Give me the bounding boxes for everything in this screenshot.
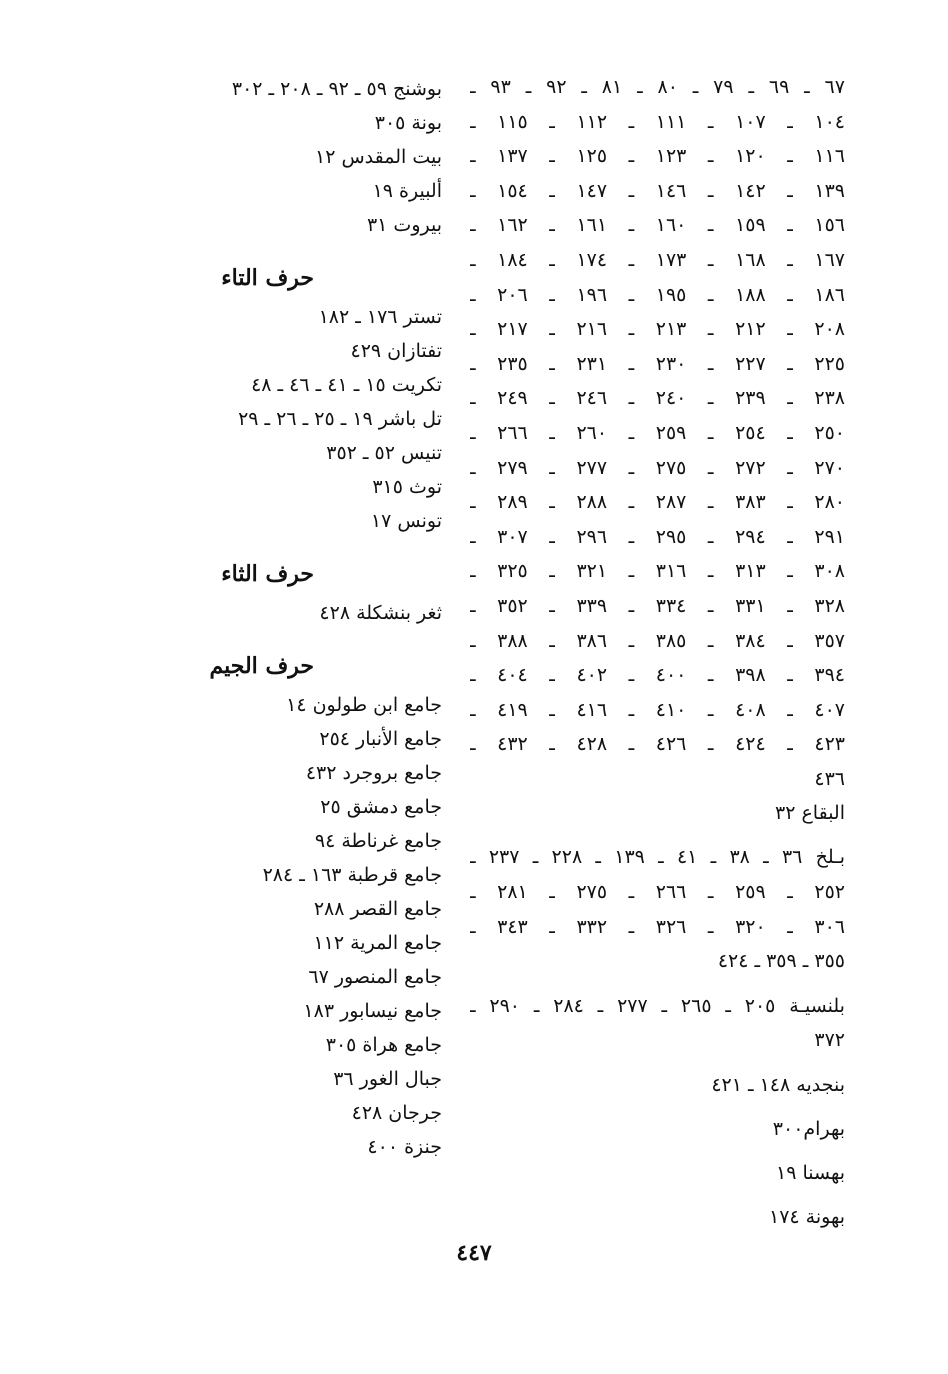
entry-line: ٣٧٢ xyxy=(814,1029,845,1052)
page-ref-line: ٣٠٨ ـ ٣١٣ ـ ٣١٦ ـ ٣٢١ ـ ٣٢٥ ـ xyxy=(470,560,845,583)
page-ref-line: ٢٥٠ ـ ٢٥٤ ـ ٢٥٩ ـ ٢٦٠ ـ ٢٦٦ ـ xyxy=(470,421,845,444)
entry-text: بهرام٣٠٠ xyxy=(772,1118,845,1141)
index-entry xyxy=(470,1200,845,1234)
page-ref-line: ٤٠٧ ـ ٤٠٨ ـ ٤١٠ ـ ٤١٦ ـ ٤١٩ ـ xyxy=(470,698,845,721)
entry-text: بهونة ١٧٤ xyxy=(768,1206,845,1229)
page-ref-line: ٢٨٠ ـ ٣٨٣ ـ ٢٨٧ ـ ٢٨٨ ـ ٢٨٩ ـ xyxy=(470,491,845,514)
index-entry: جامع المرية ١١٢ xyxy=(313,932,442,954)
entry-gap xyxy=(470,1102,845,1112)
page-number: ٤٤٧ xyxy=(456,1240,492,1266)
index-entry: جامع نيسابور ١٨٣ xyxy=(303,1000,442,1022)
page-ref-line: ٤٣٦ xyxy=(814,767,845,790)
right-column xyxy=(470,70,845,1234)
left-column xyxy=(160,72,442,1164)
page-ref-line: ١٦٧ ـ ١٦٨ ـ ١٧٣ ـ ١٧٤ ـ ١٨٤ ـ xyxy=(470,248,845,271)
index-entry: توث ٣١٥ xyxy=(372,476,442,498)
page-ref-line: ١٨٦ ـ ١٨٨ ـ ١٩٥ ـ ١٩٦ ـ ٢٠٦ ـ xyxy=(470,283,845,306)
page-ref-line: ٤٢٣ ـ ٤٢٤ ـ ٤٢٦ ـ ٤٢٨ ـ ٤٣٢ ـ xyxy=(470,733,845,756)
index-entry: ثغر بنشكلة ٤٢٨ xyxy=(319,602,442,624)
page-ref-line: ٢٧٠ ـ ٢٧٢ ـ ٢٧٥ ـ ٢٧٧ ـ ٢٧٩ ـ xyxy=(470,456,845,479)
section-spacer xyxy=(160,242,442,256)
section-heading: حرف الجيم xyxy=(209,653,314,679)
index-entry: بونة ٣٠٥ xyxy=(374,112,442,134)
page-ref-line: ١٣٩ ـ ١٤٢ ـ ١٤٦ ـ ١٤٧ ـ ١٥٤ ـ xyxy=(470,179,845,202)
entry-line: بلنسيـة ٢٠٥ ـ ٢٦٥ ـ ٢٧٧ ـ ٢٨٤ ـ ٢٩٠ ـ xyxy=(470,994,845,1017)
index-entry: بوشنج ٥٩ ـ ٩٢ ـ ٢٠٨ ـ ٣٠٢ xyxy=(231,78,442,100)
index-entry: جامع غرناطة ٩٤ xyxy=(314,830,442,852)
right-entries xyxy=(470,796,845,1234)
page-ref-line: ٢٢٥ ـ ٢٢٧ ـ ٢٣٠ ـ ٢٣١ ـ ٢٣٥ ـ xyxy=(470,352,845,375)
page-ref-line: ١٠٤ ـ ١٠٧ ـ ١١١ ـ ١١٢ ـ ١١٥ ـ xyxy=(470,110,845,133)
index-entry xyxy=(470,1156,845,1190)
entry-gap xyxy=(470,1146,845,1156)
index-entry: تستر ١٧٦ ـ ١٨٢ xyxy=(318,306,442,328)
page-ref-line: ٦٧ ـ ٦٩ ـ ٧٩ ـ ٨٠ ـ ٨١ ـ ٩٢ ـ ٩٣ ـ xyxy=(470,76,845,98)
index-entry: بيروت ٣١ xyxy=(366,214,442,236)
entry-gap xyxy=(470,830,845,840)
index-entry: جامع هراة ٣٠٥ xyxy=(325,1034,442,1056)
index-entry: بيت المقدس ١٢ xyxy=(314,146,442,168)
index-entry: تل باشر ١٩ ـ ٢٥ ـ ٢٦ ـ ٢٩ xyxy=(238,408,442,430)
entry-gap xyxy=(470,1190,845,1200)
index-entry xyxy=(470,989,845,1058)
page-ref-line: ١١٦ ـ ١٢٠ ـ ١٢٣ ـ ١٢٥ ـ ١٣٧ ـ xyxy=(470,145,845,168)
page-ref-line: ١٥٦ ـ ١٥٩ ـ ١٦٠ ـ ١٦١ ـ ١٦٢ ـ xyxy=(470,214,845,237)
entry-line: بـلخ ٣٦ ـ ٣٨ ـ ٤١ ـ ١٣٩ ـ ٢٢٨ ـ ٢٣٧ ـ xyxy=(470,846,845,869)
entry-gap xyxy=(470,1058,845,1068)
index-entry xyxy=(470,840,845,978)
page-list-continuation xyxy=(470,70,845,796)
index-entry: تفتازان ٤٢٩ xyxy=(350,340,442,362)
section-spacer xyxy=(160,630,442,644)
page-ref-line: ٢٣٨ ـ ٢٣٩ ـ ٢٤٠ ـ ٢٤٦ ـ ٢٤٩ ـ xyxy=(470,387,845,410)
index-entry: جامع ابن طولون ١٤ xyxy=(286,694,442,716)
page-ref-line: ٣٩٤ ـ ٣٩٨ ـ ٤٠٠ ـ ٤٠٢ ـ ٤٠٤ ـ xyxy=(470,664,845,687)
page-ref-line: ٣٥٧ ـ ٣٨٤ ـ ٣٨٥ ـ ٣٨٦ ـ ٣٨٨ ـ xyxy=(470,629,845,652)
entry-gap xyxy=(470,979,845,989)
index-entry: جامع القصر ٢٨٨ xyxy=(313,898,442,920)
index-entry xyxy=(470,1112,845,1146)
entry-line: ٣٠٦ ـ ٣٢٠ ـ ٣٢٦ ـ ٣٣٢ ـ ٣٤٣ ـ xyxy=(470,915,845,938)
section-spacer xyxy=(160,538,442,552)
entry-line: ٢٥٢ ـ ٢٥٩ ـ ٢٦٦ ـ ٢٧٥ ـ ٢٨١ ـ xyxy=(470,881,845,904)
index-entry: تكريت ١٥ ـ ٤١ ـ ٤٦ ـ ٤٨ xyxy=(251,374,442,396)
index-entry xyxy=(470,796,845,830)
index-entry: ألبيرة ١٩ xyxy=(372,180,442,202)
index-entry: جبال الغور ٣٦ xyxy=(333,1068,442,1090)
index-entry: جامع الأنبار ٢٥٤ xyxy=(319,728,442,750)
index-entry xyxy=(470,1068,845,1102)
index-entry: تنيس ٥٢ ـ ٣٥٢ xyxy=(326,442,442,464)
index-entry: جامع دمشق ٢٥ xyxy=(320,796,442,818)
entry-text: البقاع ٣٢ xyxy=(775,802,845,825)
page-ref-line: ٣٢٨ ـ ٣٣١ ـ ٣٣٤ ـ ٣٣٩ ـ ٣٥٢ ـ xyxy=(470,594,845,617)
entry-text: بهسنا ١٩ xyxy=(776,1162,845,1185)
index-entry: جامع بروجرد ٤٣٢ xyxy=(305,762,442,784)
index-entry: جرجان ٤٢٨ xyxy=(351,1102,442,1124)
index-entry: جامع المنصور ٦٧ xyxy=(308,966,442,988)
index-entry: جامع قرطبة ١٦٣ ـ ٢٨٤ xyxy=(262,864,442,886)
section-heading: حرف التاء xyxy=(221,265,314,291)
index-entry: تونس ١٧ xyxy=(370,510,442,532)
page-ref-line: ٢٩١ ـ ٢٩٤ ـ ٢٩٥ ـ ٢٩٦ ـ ٣٠٧ ـ xyxy=(470,525,845,548)
entry-line: ٣٥٥ ـ ٣٥٩ ـ ٤٢٤ xyxy=(717,950,845,973)
index-entry: جنزة ٤٠٠ xyxy=(367,1136,442,1158)
page-ref-line: ٢٠٨ ـ ٢١٢ ـ ٢١٣ ـ ٢١٦ ـ ٢١٧ ـ xyxy=(470,318,845,341)
section-heading: حرف الثاء xyxy=(221,561,314,587)
entry-text: بنجديه ١٤٨ ـ ٤٢١ xyxy=(711,1074,845,1097)
